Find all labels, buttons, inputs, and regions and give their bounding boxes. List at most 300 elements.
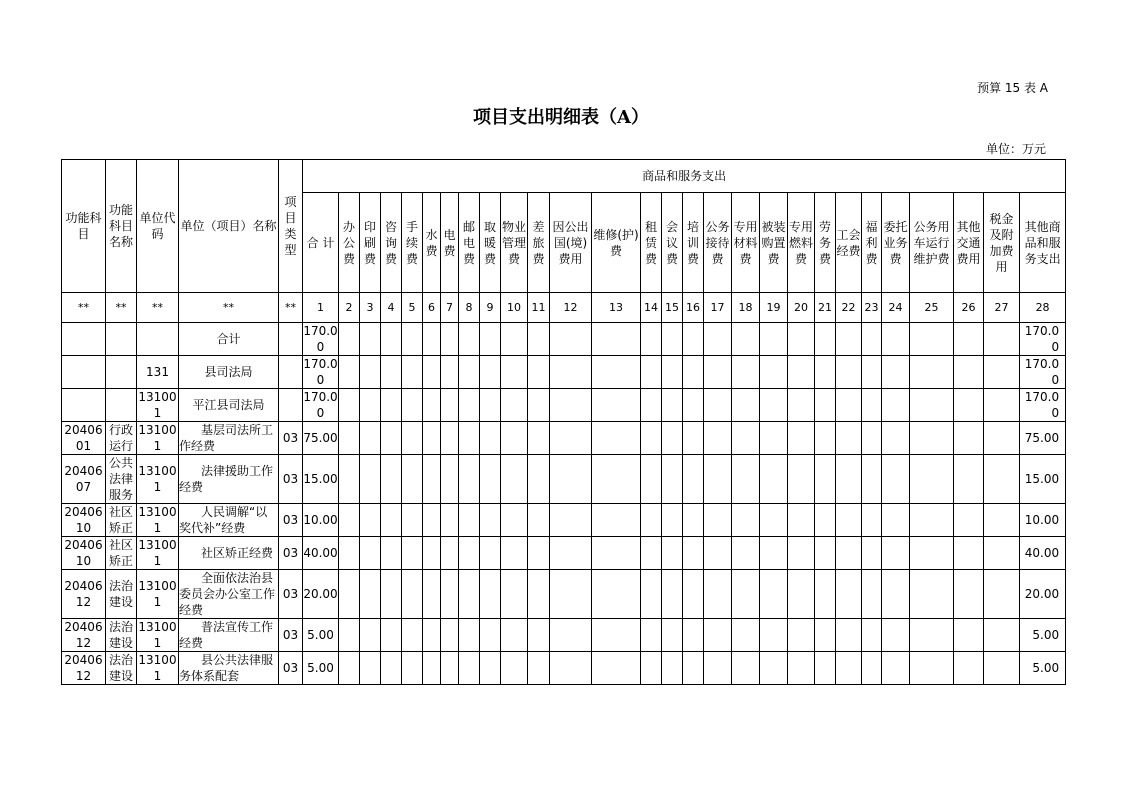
- total-cell: 170.00: [303, 390, 338, 420]
- empty-cell: [441, 356, 459, 389]
- empty-cell: [360, 422, 381, 455]
- func-name-cell: 法治建设: [106, 619, 137, 652]
- empty-cell: [704, 356, 732, 389]
- empty-cell: [423, 504, 441, 537]
- empty-cell: [339, 537, 360, 570]
- proj-type-cell: 03: [279, 570, 303, 619]
- empty-cell: [592, 619, 641, 652]
- empty-cell: [910, 323, 954, 356]
- empty-cell: [423, 323, 441, 356]
- empty-cell: [501, 652, 528, 685]
- hdr-num: 25: [910, 293, 954, 323]
- empty-cell: [704, 389, 732, 422]
- empty-cell: [592, 537, 641, 570]
- hdr-num: 26: [954, 293, 984, 323]
- unit-code-cell: 131001: [137, 455, 179, 504]
- empty-cell: [480, 323, 501, 356]
- empty-cell: [360, 652, 381, 685]
- hdr-star: **: [137, 293, 179, 323]
- empty-cell: [662, 652, 683, 685]
- hdr-num: 18: [732, 293, 760, 323]
- empty-cell: [683, 570, 704, 619]
- empty-cell: [381, 356, 402, 389]
- empty-cell: [704, 323, 732, 356]
- hdr-col-17: 公务接待费: [704, 193, 732, 293]
- empty-cell: [641, 619, 662, 652]
- empty-cell: [360, 323, 381, 356]
- hdr-col-24: 委托业务费: [882, 193, 910, 293]
- hdr-col-5: 手续费: [402, 193, 423, 293]
- unit-code-cell: 131001: [138, 620, 177, 650]
- empty-cell: [381, 537, 402, 570]
- empty-cell: [910, 570, 954, 619]
- empty-cell: [836, 422, 862, 455]
- empty-cell: [788, 619, 815, 652]
- empty-cell: [441, 652, 459, 685]
- empty-cell: [732, 455, 760, 504]
- code-cell: [62, 389, 106, 422]
- hdr-num: 21: [815, 293, 836, 323]
- func-name-cell: 行政运行: [106, 422, 137, 455]
- hdr-col-23: 福利费: [862, 193, 882, 293]
- empty-cell: [882, 422, 910, 455]
- empty-cell: [441, 570, 459, 619]
- empty-cell: [360, 389, 381, 422]
- empty-cell: [402, 570, 423, 619]
- empty-cell: [910, 504, 954, 537]
- empty-cell: [732, 356, 760, 389]
- table-row: [62, 504, 1066, 537]
- unit-name-cell: 社区矫正经费: [179, 537, 279, 570]
- empty-cell: [662, 323, 683, 356]
- empty-cell: [882, 356, 910, 389]
- empty-cell: [882, 570, 910, 619]
- empty-cell: [641, 356, 662, 389]
- empty-cell: [732, 537, 760, 570]
- code-cell: 2040601: [62, 422, 106, 455]
- empty-cell: [862, 389, 882, 422]
- empty-cell: [480, 356, 501, 389]
- empty-cell: [683, 537, 704, 570]
- empty-cell: [862, 652, 882, 685]
- empty-cell: [704, 455, 732, 504]
- unit-name-cell: 法律援助工作经费: [179, 455, 279, 504]
- empty-cell: [815, 356, 836, 389]
- unit-name-cell: 县公共法律服务体系配套: [179, 652, 279, 685]
- empty-cell: [441, 619, 459, 652]
- budget-table: [61, 159, 1066, 685]
- empty-cell: [550, 389, 592, 422]
- empty-cell: [788, 455, 815, 504]
- proj-type-cell: 03: [279, 455, 303, 504]
- empty-cell: [732, 323, 760, 356]
- empty-cell: [882, 455, 910, 504]
- empty-cell: [760, 652, 788, 685]
- hdr-col-8: 邮电费: [459, 193, 480, 293]
- empty-cell: [459, 422, 480, 455]
- func-name-cell: 社区矫正: [106, 537, 137, 570]
- empty-cell: [592, 652, 641, 685]
- empty-cell: [592, 323, 641, 356]
- empty-cell: [954, 652, 984, 685]
- empty-cell: [910, 652, 954, 685]
- empty-cell: [423, 455, 441, 504]
- table-row: [62, 570, 1066, 619]
- empty-cell: [954, 570, 984, 619]
- empty-cell: [592, 422, 641, 455]
- empty-cell: [882, 389, 910, 422]
- empty-cell: [788, 537, 815, 570]
- empty-cell: [441, 504, 459, 537]
- empty-cell: [550, 537, 592, 570]
- empty-cell: [592, 455, 641, 504]
- proj-type-cell: [279, 389, 303, 422]
- empty-cell: [836, 537, 862, 570]
- hdr-num: 5: [402, 293, 423, 323]
- empty-cell: [954, 537, 984, 570]
- empty-cell: [423, 619, 441, 652]
- func-name-cell: [106, 356, 137, 389]
- hdr-num: 13: [592, 293, 641, 323]
- hdr-num: 20: [788, 293, 815, 323]
- empty-cell: [954, 389, 984, 422]
- empty-cell: [459, 323, 480, 356]
- empty-cell: [984, 455, 1020, 504]
- empty-cell: [480, 422, 501, 455]
- proj-type-cell: 03: [279, 619, 303, 652]
- hdr-col-28: 其他商品和服务支出: [1020, 193, 1066, 293]
- empty-cell: [501, 323, 528, 356]
- empty-cell: [683, 356, 704, 389]
- empty-cell: [480, 455, 501, 504]
- empty-cell: [528, 356, 550, 389]
- empty-cell: [788, 389, 815, 422]
- proj-type-cell: [279, 323, 303, 356]
- hdr-col-12: 因公出国(境)费用: [550, 193, 592, 293]
- empty-cell: [704, 570, 732, 619]
- empty-cell: [528, 570, 550, 619]
- empty-cell: [360, 455, 381, 504]
- empty-cell: [910, 537, 954, 570]
- empty-cell: [683, 422, 704, 455]
- empty-cell: [662, 537, 683, 570]
- page-title: 项目支出明细表（A）: [473, 107, 649, 128]
- unit-name-cell: 普法宣传工作经费: [179, 619, 279, 652]
- empty-cell: [815, 619, 836, 652]
- hdr-col-16: 培训费: [683, 193, 704, 293]
- unit-code-cell: 131001: [137, 570, 179, 619]
- hdr-func-name: 功能科目名称: [106, 160, 137, 293]
- unit-code-cell: 131001: [138, 538, 177, 568]
- empty-cell: [662, 455, 683, 504]
- empty-cell: [732, 652, 760, 685]
- hdr-num: 4: [381, 293, 402, 323]
- other-cell: 170.00: [1020, 389, 1066, 422]
- empty-cell: [862, 619, 882, 652]
- empty-cell: [641, 570, 662, 619]
- empty-cell: [984, 389, 1020, 422]
- hdr-num: 1: [303, 293, 339, 323]
- hdr-num: 24: [882, 293, 910, 323]
- unit-code-cell: 131001: [138, 423, 177, 453]
- table-row: [62, 619, 1066, 652]
- empty-cell: [683, 652, 704, 685]
- total-cell: 40.00: [303, 537, 339, 570]
- empty-cell: [882, 323, 910, 356]
- hdr-num: 7: [441, 293, 459, 323]
- empty-cell: [501, 537, 528, 570]
- total-cell: 75.00: [303, 422, 339, 455]
- empty-cell: [480, 537, 501, 570]
- hdr-col-13: 维修(护)费: [592, 193, 641, 293]
- empty-cell: [480, 504, 501, 537]
- empty-cell: [788, 422, 815, 455]
- empty-cell: [592, 504, 641, 537]
- empty-cell: [402, 323, 423, 356]
- table-row: [62, 455, 1066, 504]
- empty-cell: [704, 537, 732, 570]
- empty-cell: [760, 537, 788, 570]
- empty-cell: [910, 422, 954, 455]
- empty-cell: [459, 504, 480, 537]
- empty-cell: [836, 504, 862, 537]
- empty-cell: [423, 356, 441, 389]
- table-row: [62, 389, 1066, 422]
- hdr-col-25: 公务用车运行维护费: [910, 193, 954, 293]
- hdr-col-1: 合 计: [303, 193, 339, 293]
- empty-cell: [815, 389, 836, 422]
- hdr-star: **: [179, 293, 279, 323]
- empty-cell: [760, 619, 788, 652]
- empty-cell: [760, 570, 788, 619]
- hdr-col-9: 取暖费: [480, 193, 501, 293]
- empty-cell: [360, 570, 381, 619]
- empty-cell: [704, 504, 732, 537]
- empty-cell: [984, 570, 1020, 619]
- hdr-num: 28: [1020, 293, 1066, 323]
- empty-cell: [984, 619, 1020, 652]
- hdr-num: 2: [339, 293, 360, 323]
- code-cell: [62, 323, 106, 356]
- empty-cell: [662, 389, 683, 422]
- code-cell: 2040610: [62, 504, 106, 537]
- empty-cell: [360, 356, 381, 389]
- empty-cell: [528, 504, 550, 537]
- empty-cell: [910, 455, 954, 504]
- hdr-col-22: 工会经费: [836, 193, 862, 293]
- empty-cell: [402, 537, 423, 570]
- other-cell: 5.00: [1020, 652, 1066, 685]
- proj-type-cell: 03: [279, 537, 303, 570]
- empty-cell: [882, 504, 910, 537]
- empty-cell: [381, 619, 402, 652]
- empty-cell: [704, 619, 732, 652]
- hdr-col-7: 电费: [441, 193, 459, 293]
- empty-cell: [836, 455, 862, 504]
- empty-cell: [910, 619, 954, 652]
- hdr-col-15: 会议费: [662, 193, 683, 293]
- empty-cell: [836, 389, 862, 422]
- empty-cell: [815, 652, 836, 685]
- code-cell: 2040607: [62, 455, 106, 504]
- table-row: [62, 422, 1066, 455]
- func-name-cell: 社区矫正: [106, 504, 137, 537]
- empty-cell: [815, 537, 836, 570]
- empty-cell: [441, 455, 459, 504]
- empty-cell: [662, 570, 683, 619]
- empty-cell: [862, 537, 882, 570]
- empty-cell: [360, 504, 381, 537]
- empty-cell: [641, 323, 662, 356]
- empty-cell: [862, 504, 882, 537]
- hdr-num: 10: [501, 293, 528, 323]
- unit-code-cell: 131: [137, 356, 179, 389]
- empty-cell: [836, 323, 862, 356]
- empty-cell: [683, 619, 704, 652]
- empty-cell: [760, 455, 788, 504]
- empty-cell: [662, 504, 683, 537]
- empty-cell: [910, 356, 954, 389]
- empty-cell: [760, 356, 788, 389]
- empty-cell: [339, 652, 360, 685]
- proj-type-cell: 03: [279, 652, 303, 685]
- table-row: [62, 652, 1066, 685]
- empty-cell: [815, 455, 836, 504]
- empty-cell: [732, 570, 760, 619]
- empty-cell: [815, 570, 836, 619]
- func-name-cell: 法治建设: [106, 570, 137, 619]
- empty-cell: [381, 389, 402, 422]
- empty-cell: [984, 504, 1020, 537]
- empty-cell: [339, 455, 360, 504]
- unit-name-cell: 县司法局: [179, 356, 279, 389]
- empty-cell: [402, 652, 423, 685]
- empty-cell: [862, 422, 882, 455]
- empty-cell: [441, 537, 459, 570]
- unit-code-cell: 131001: [138, 390, 177, 420]
- empty-cell: [550, 356, 592, 389]
- empty-cell: [732, 389, 760, 422]
- empty-cell: [501, 422, 528, 455]
- empty-cell: [459, 537, 480, 570]
- hdr-col-11: 差旅费: [528, 193, 550, 293]
- unit-name-cell: 人民调解“以奖代补”经费: [179, 504, 279, 537]
- hdr-col-27: 税金及附加费用: [984, 193, 1020, 293]
- empty-cell: [641, 537, 662, 570]
- unit-code-cell: [137, 323, 179, 356]
- hdr-col-6: 水费: [423, 193, 441, 293]
- empty-cell: [788, 652, 815, 685]
- empty-cell: [381, 570, 402, 619]
- empty-cell: [360, 619, 381, 652]
- empty-cell: [550, 455, 592, 504]
- func-name-cell: [106, 323, 137, 356]
- empty-cell: [592, 389, 641, 422]
- empty-cell: [641, 389, 662, 422]
- empty-cell: [683, 323, 704, 356]
- empty-cell: [459, 652, 480, 685]
- empty-cell: [760, 389, 788, 422]
- empty-cell: [862, 455, 882, 504]
- empty-cell: [760, 323, 788, 356]
- empty-cell: [381, 504, 402, 537]
- hdr-num: 17: [704, 293, 732, 323]
- empty-cell: [423, 389, 441, 422]
- empty-cell: [480, 619, 501, 652]
- hdr-num: 11: [528, 293, 550, 323]
- empty-cell: [592, 570, 641, 619]
- empty-cell: [480, 389, 501, 422]
- empty-cell: [704, 422, 732, 455]
- empty-cell: [641, 422, 662, 455]
- empty-cell: [381, 652, 402, 685]
- total-cell: 5.00: [303, 619, 339, 652]
- other-cell: 170.00: [1020, 356, 1066, 389]
- empty-cell: [760, 504, 788, 537]
- empty-cell: [528, 537, 550, 570]
- total-cell: 170.00: [303, 324, 338, 354]
- hdr-col-21: 劳务费: [815, 193, 836, 293]
- empty-cell: [788, 570, 815, 619]
- hdr-num: 27: [984, 293, 1020, 323]
- hdr-col-19: 被装购置费: [760, 193, 788, 293]
- code-cell: 2040612: [62, 652, 106, 685]
- unit-name-cell: 全面依法治县委员会办公室工作经费: [179, 570, 279, 619]
- hdr-num: 14: [641, 293, 662, 323]
- empty-cell: [528, 455, 550, 504]
- empty-cell: [528, 389, 550, 422]
- func-name-cell: [106, 389, 137, 422]
- table-row: [62, 537, 1066, 570]
- empty-cell: [882, 619, 910, 652]
- hdr-num: 19: [760, 293, 788, 323]
- empty-cell: [501, 504, 528, 537]
- table-row: [62, 323, 1066, 356]
- hdr-num: 22: [836, 293, 862, 323]
- hdr-proj-type: 项目类型: [279, 160, 303, 293]
- empty-cell: [402, 455, 423, 504]
- empty-cell: [528, 652, 550, 685]
- empty-cell: [984, 652, 1020, 685]
- total-cell: 10.00: [303, 504, 339, 537]
- hdr-star: **: [279, 293, 303, 323]
- empty-cell: [984, 422, 1020, 455]
- total-cell: 15.00: [303, 455, 339, 504]
- empty-cell: [402, 619, 423, 652]
- empty-cell: [662, 356, 683, 389]
- empty-cell: [732, 504, 760, 537]
- empty-cell: [662, 619, 683, 652]
- empty-cell: [862, 570, 882, 619]
- hdr-num: 15: [662, 293, 683, 323]
- empty-cell: [459, 570, 480, 619]
- empty-cell: [954, 356, 984, 389]
- empty-cell: [954, 323, 984, 356]
- empty-cell: [954, 455, 984, 504]
- empty-cell: [339, 356, 360, 389]
- empty-cell: [423, 537, 441, 570]
- empty-cell: [836, 652, 862, 685]
- empty-cell: [788, 504, 815, 537]
- hdr-col-18: 专用材料费: [732, 193, 760, 293]
- empty-cell: [528, 619, 550, 652]
- empty-cell: [815, 422, 836, 455]
- empty-cell: [836, 570, 862, 619]
- empty-cell: [641, 455, 662, 504]
- unit-label: 单位：万元: [985, 142, 1046, 156]
- empty-cell: [459, 455, 480, 504]
- doc-code: 预算 15 表 A: [977, 81, 1048, 95]
